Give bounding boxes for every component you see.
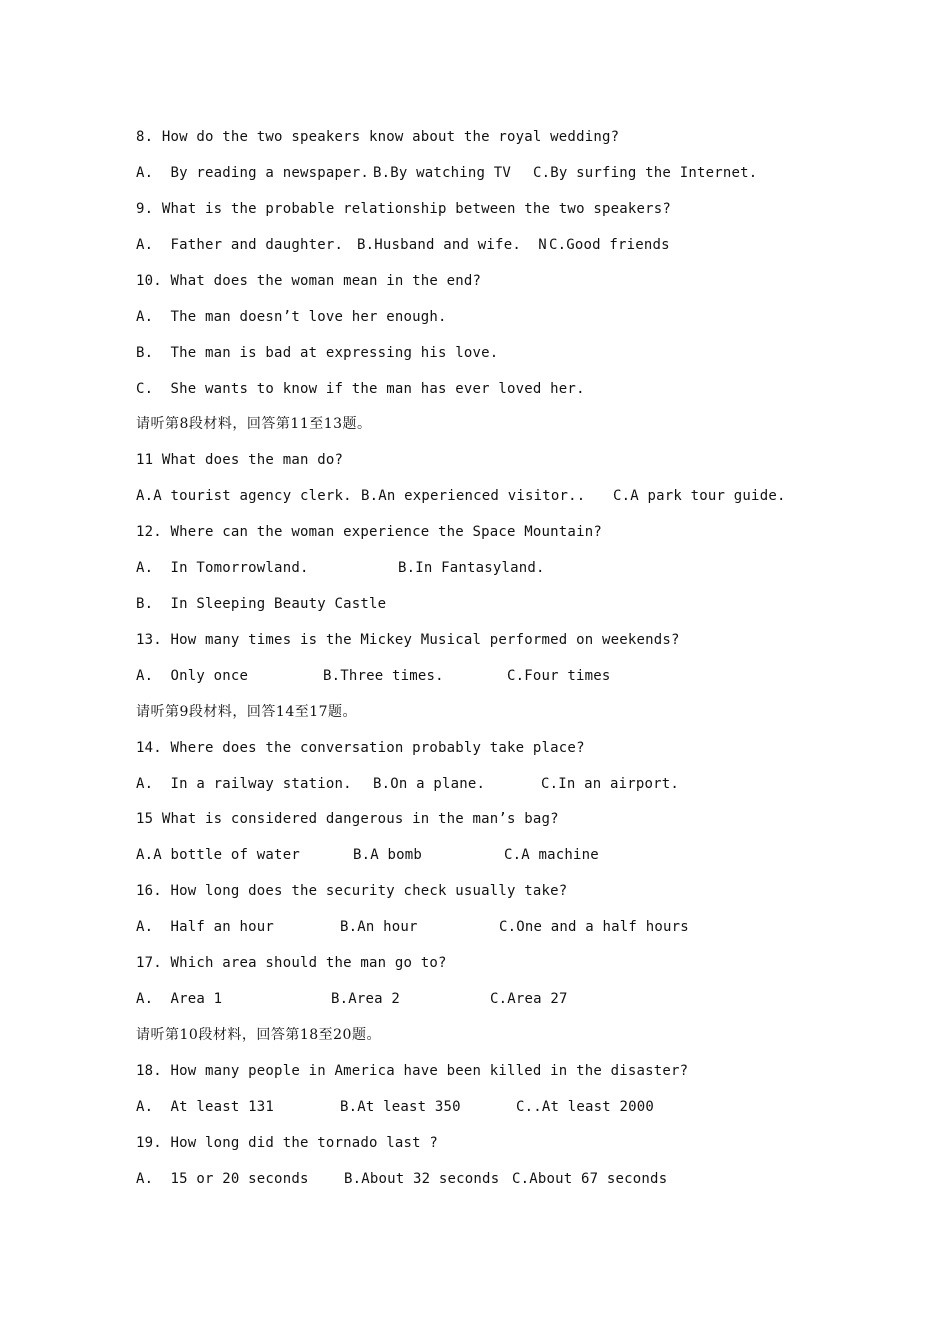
question-14: 14. Where does the conversation probably take place? [136, 740, 585, 756]
option-b: B.By watching TV [373, 165, 512, 181]
question-17: 17. Which area should the man go to? [136, 955, 447, 971]
question-9: 9. What is the probable relationship between the two speakers? [136, 201, 671, 217]
question-15-options [136, 845, 599, 865]
option-c: C.Four times [507, 668, 611, 684]
question-10-option-a: A. The man doesn’t love her enough. [136, 309, 447, 325]
option-a: A. In Tomorrowland. [136, 560, 309, 576]
option-c: C.In an airport. [541, 776, 680, 792]
option-c: C.By surfing the Internet. [533, 165, 758, 181]
question-19-options [136, 1169, 668, 1189]
option-b: B.An experienced visitor.. [361, 488, 586, 504]
question-13: 13. How many times is the Mickey Musical performed on weekends? [136, 632, 680, 648]
question-12-option-b2: B. In Sleeping Beauty Castle [136, 596, 387, 612]
option-b: B.Husband and wife. N [357, 237, 547, 253]
question-16-options [136, 917, 689, 937]
option-a: A. Only once [136, 668, 249, 684]
option-b: B.About 32 seconds [344, 1171, 500, 1187]
section-instruction-9: 请听第9段材料，回答14至17题。 [136, 704, 358, 720]
question-10-option-b: B. The man is bad at expressing his love. [136, 345, 499, 361]
option-b: B.An hour [340, 919, 418, 935]
option-b: B.In Fantasyland. [398, 560, 545, 576]
option-a: A. Half an hour [136, 919, 275, 935]
question-8: 8. How do the two speakers know about the royal wedding? [136, 129, 620, 145]
question-19: 19. How long did the tornado last ? [136, 1135, 439, 1151]
option-a: A. At least 131 [136, 1099, 275, 1115]
option-b: B.Three times. [323, 668, 444, 684]
option-c: C.A machine [504, 847, 599, 863]
question-11: 11 What does the man do? [136, 452, 344, 468]
option-a: A. 15 or 20 seconds [136, 1171, 309, 1187]
option-c: C.A park tour guide. [613, 488, 786, 504]
question-16: 16. How long does the security check usually take? [136, 883, 568, 899]
option-b: B.At least 350 [340, 1099, 461, 1115]
option-c: C.One and a half hours [499, 919, 689, 935]
question-11-options [136, 486, 786, 506]
question-18-options [136, 1097, 655, 1117]
question-12-options [136, 558, 545, 578]
option-c: C..At least 2000 [516, 1099, 655, 1115]
option-a: A. By reading a newspaper. [136, 165, 369, 181]
question-18: 18. How many people in America have been killed in the disaster? [136, 1063, 689, 1079]
option-a: A. In a railway station. [136, 776, 352, 792]
question-15: 15 What is considered dangerous in the man’s bag? [136, 811, 559, 827]
option-b: B.On a plane. [373, 776, 486, 792]
question-14-options [136, 774, 680, 794]
option-a: A.A tourist agency clerk. [136, 488, 352, 504]
question-17-options [136, 989, 568, 1009]
option-a: A.A bottle of water [136, 847, 300, 863]
option-c: C.About 67 seconds [512, 1171, 668, 1187]
question-12: 12. Where can the woman experience the Space Mountain? [136, 524, 602, 540]
option-b: B.Area 2 [331, 991, 401, 1007]
question-10: 10. What does the woman mean in the end? [136, 273, 482, 289]
option-c: C.Good friends [549, 237, 670, 253]
section-instruction-8: 请听第8段材料，回答第11至13题。 [136, 416, 372, 432]
option-c: C.Area 27 [490, 991, 568, 1007]
option-b: B.A bomb [353, 847, 423, 863]
option-a: A. Area 1 [136, 991, 223, 1007]
question-9-options [136, 235, 670, 255]
question-10-option-c: C. She wants to know if the man has ever loved her. [136, 381, 585, 397]
question-8-options [136, 163, 758, 183]
section-instruction-10: 请听第10段材料，回答第18至20题。 [136, 1027, 381, 1043]
option-a: A. Father and daughter. [136, 237, 344, 253]
question-13-options [136, 666, 611, 686]
